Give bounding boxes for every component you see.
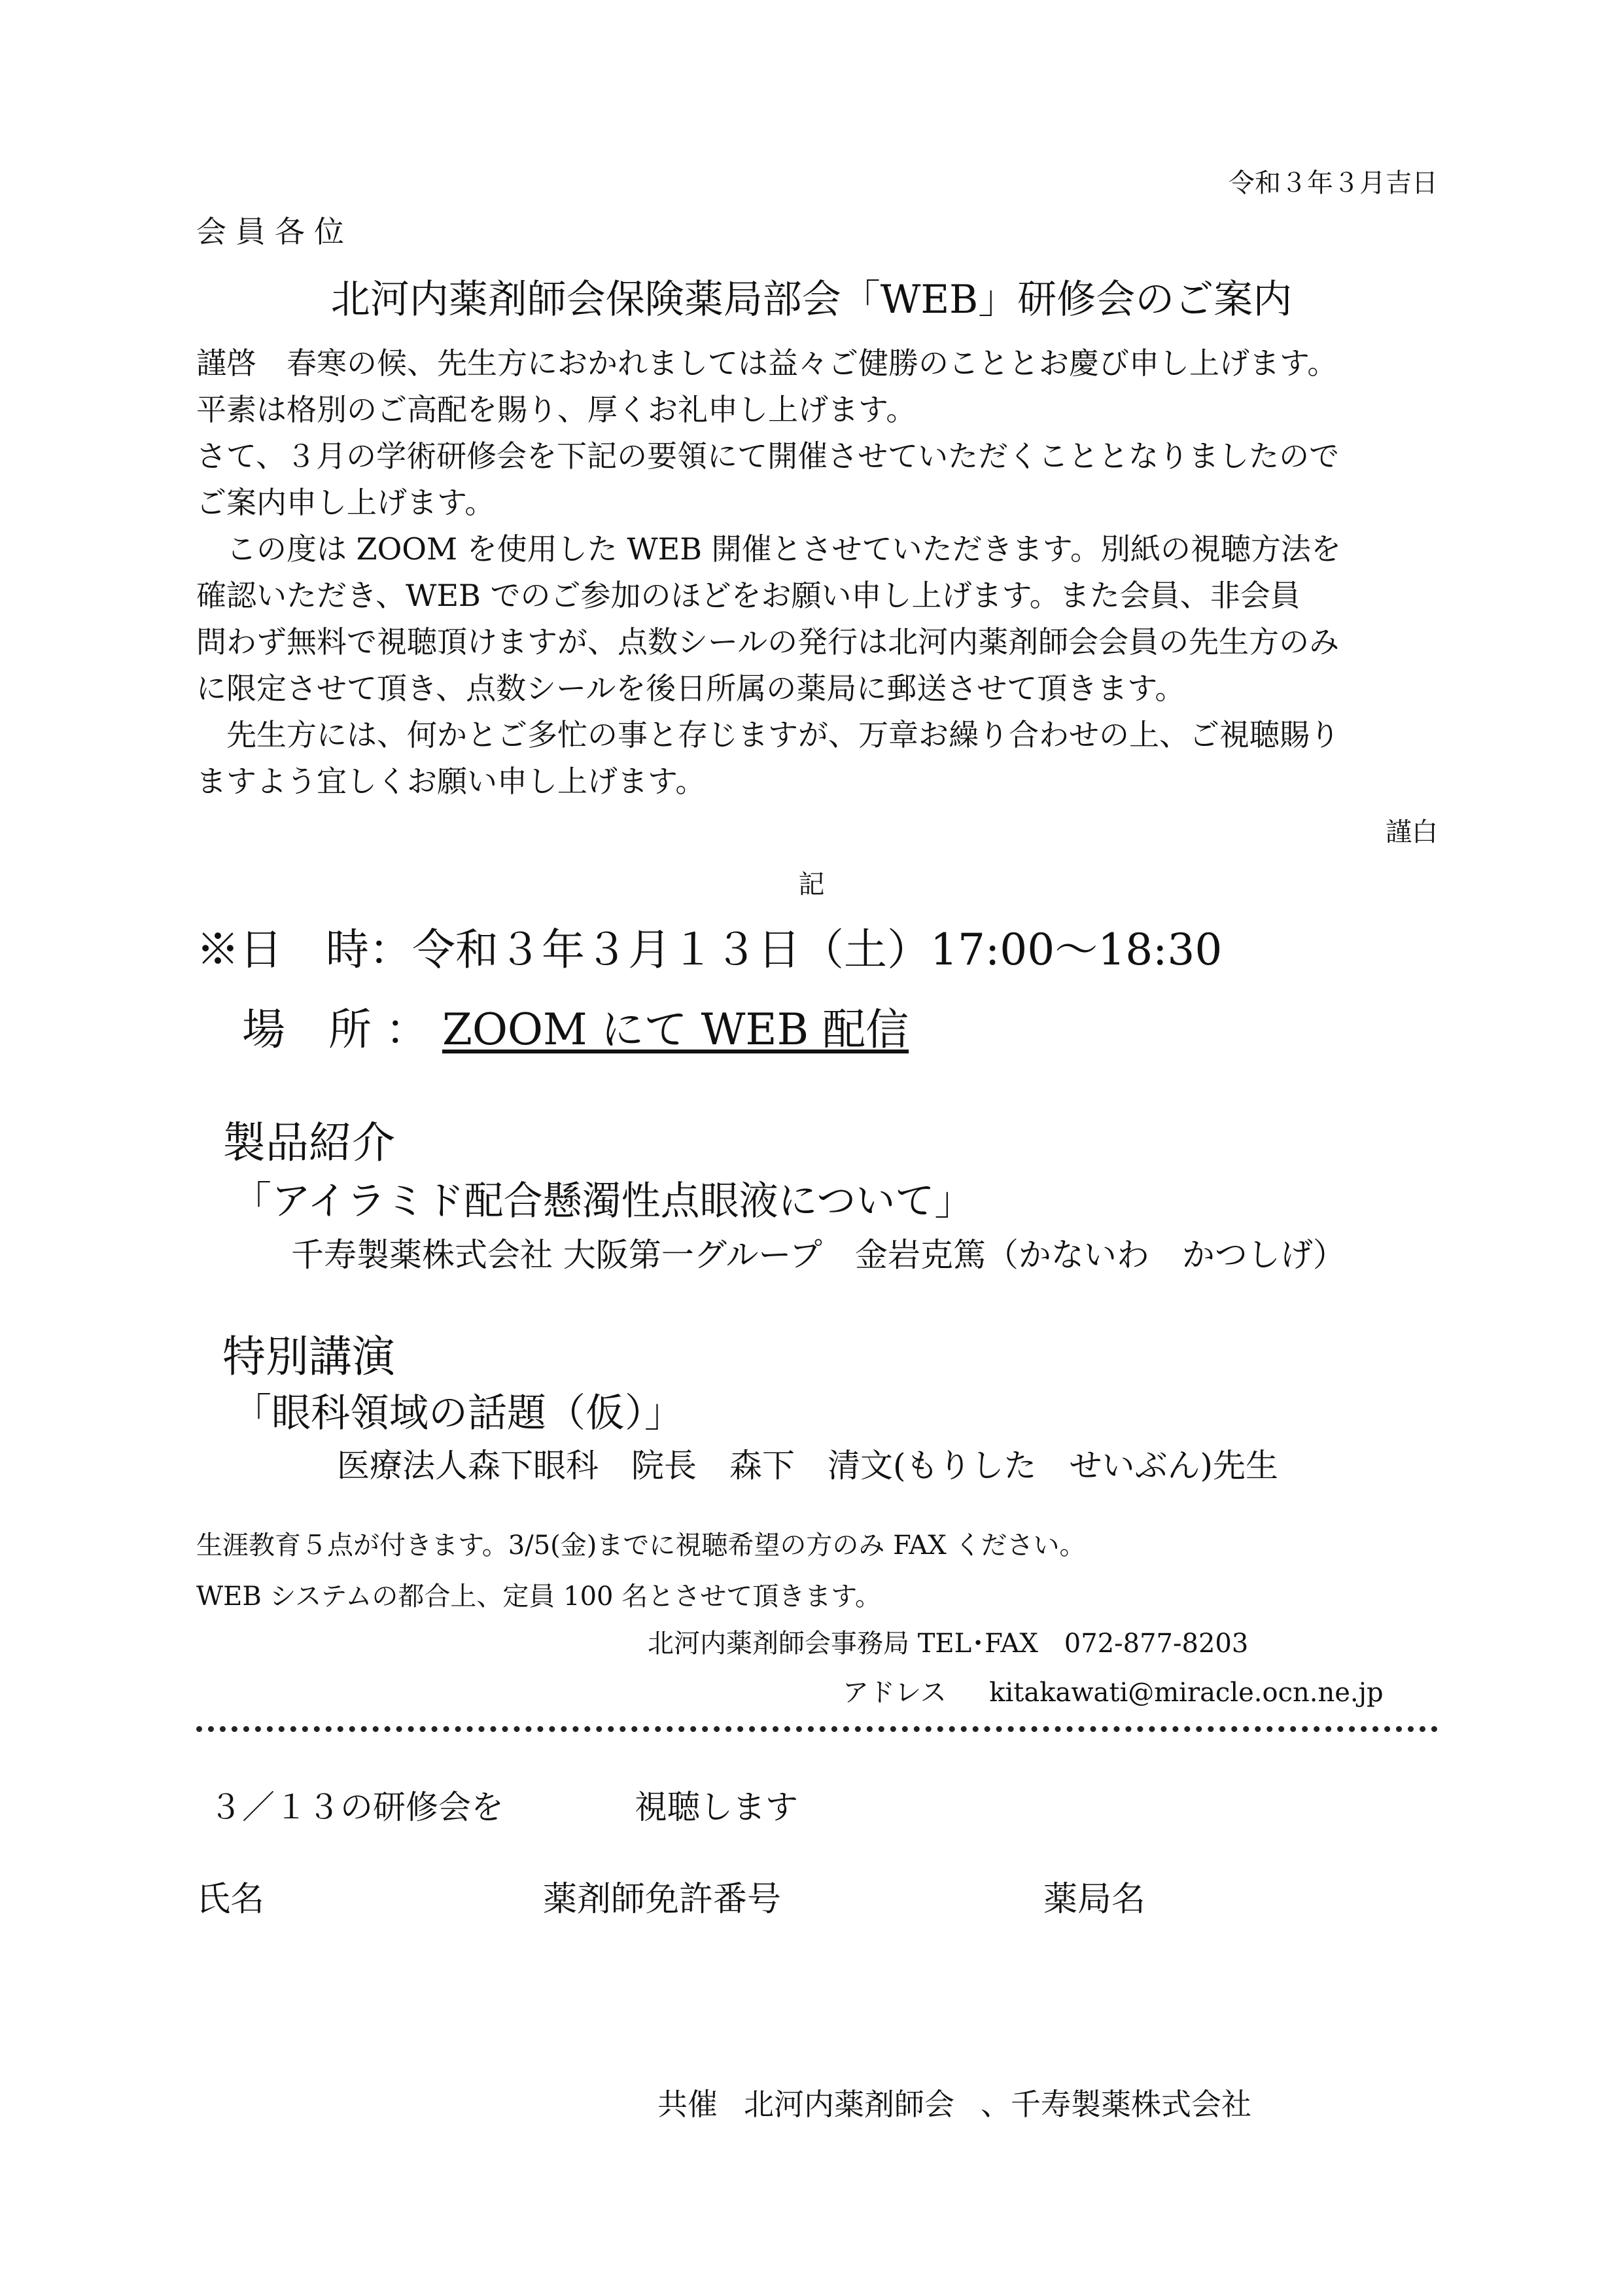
reply-part2: 視聴します [635,1788,798,1826]
venue-label: 場 所 [242,1004,372,1055]
venue-value: ZOOM にて WEB 配信 [442,1004,909,1055]
address-value: kitakawati@miracle.ocn.ne.jp [989,1678,1384,1708]
body-line: 平素は格別のご高配を賜り、厚くお礼申し上げます。 [196,392,916,427]
body-line: 確認いただき、WEB でのご参加のほどをお願い申し上げます。また会員、非会員 [196,578,1300,613]
letter-body [196,340,1439,805]
body-line: ご案内申し上げます。 [196,485,495,520]
venue-separator: ： [385,1004,428,1055]
special-lecture-heading: 特別講演 [222,1332,395,1382]
body-line: 先生方には、何かとご多忙の事と存じますが、万章お繰り合わせの上、ご視聴賜り [226,717,1340,752]
license-number-field-label: 薬剤師免許番号 [543,1880,782,1919]
body-line: この度は ZOOM を使用した WEB 開催とさせていただきます。別紙の視聴方法を [226,531,1341,567]
body-line: ますよう宜しくお願い申し上げます。 [196,764,706,799]
body-line: さて、３月の学術研修会を下記の要領にて開催させていただくこととなりましたので [196,438,1340,474]
cohost-line [657,2081,1251,2124]
ki-marker: 記 [798,870,825,900]
issue-date: 令和３年３月吉日 [1229,168,1438,198]
reply-statement [209,1781,798,1828]
event-venue [242,995,909,1057]
body-line: 謹啓 春寒の候、先生方におかれましては益々ご健勝のこととお慶び申し上げます。 [196,345,1338,381]
event-datetime: ※日 時：令和３年３月１３日（土）17:00～18:30 [196,925,1223,975]
office-contact: 北河内薬剤師会事務局 TEL･FAX 072-877-8203 [648,1629,1249,1659]
name-field-label: 氏名 [196,1880,265,1919]
address-label: アドレス [843,1678,947,1708]
product-intro-speaker: 千寿製薬株式会社 大阪第一グループ 金岩克篤（かないわ かつしげ） [291,1236,1346,1274]
product-intro-heading: 製品紹介 [222,1118,395,1168]
cohost-org2: 、千寿製薬株式会社 [981,2087,1251,2122]
recipient: 会員各位 [196,214,353,249]
pharmacy-name-field-label: 薬局名 [1043,1880,1146,1919]
document-title: 北河内薬剤師会保険薬局部会「WEB」研修会のご案内 [330,277,1293,323]
reply-part1: ３／１３の研修会を [209,1788,504,1826]
body-line: 問わず無料で視聴頂けますが、点数シールの発行は北河内薬剤師会会員の先生方のみ [196,624,1340,660]
closing-word: 謹白 [1386,817,1438,847]
special-lecture-title: 「眼科領域の話題（仮）」 [232,1390,684,1436]
special-lecture-speaker: 医療法人森下眼科 院長 森下 清文(もりした せいぶん)先生 [337,1447,1279,1485]
cohost-org1: 北河内薬剤師会 [744,2087,954,2122]
email-address [843,1672,1384,1709]
product-intro-title: 「アイラミド配合懸濁性点眼液について」 [232,1178,974,1224]
cut-line-divider [196,1726,1438,1732]
body-line: に限定させて頂き、点数シールを後日所属の薬局に郵送させて頂きます。 [196,671,1185,706]
cohost-label: 共催 [657,2087,718,2122]
credit-note: 生涯教育５点が付きます。3/5(金)までに視聴希望の方のみ FAX ください。 [196,1530,1086,1561]
capacity-note: WEB システムの都合上、定員 100 名とさせて頂きます。 [196,1581,881,1612]
